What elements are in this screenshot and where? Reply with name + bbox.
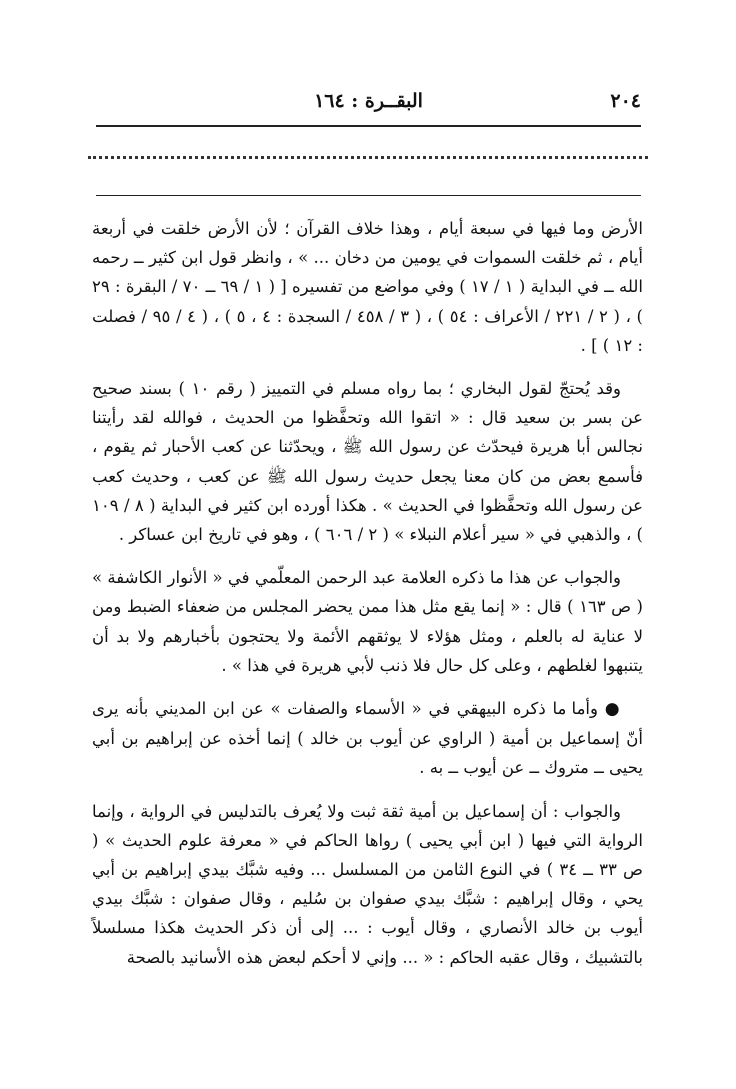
paragraph: والجواب : أن إسماعيل بن أمية ثقة ثبت ولا يُعرف بالتدليس في الرواية ، وإنما الرواية التي فيها ( ابن أبي يحيى ) رواها الحاكم في « معرفة علوم الحديث » ( ص ٣٣ ــ ٣٤ ) في النوع الثامن من المسلسل ... وفيه شبَّك بيدي إبراهيم بن أبي يحي ، وقال إبراهيم : شبَّك بيدي صفوان بن سُليم ، وقال صفوان : شبَّك بيدي أيوب بن خالد الأنصاري ، وقال أيوب : ... إلى أن ذكر الحديث هكذا مسلسلاً بالتشبيك ، وقال عقبه الحاكم : « ... وإني لا أحكم لبعض هذه الأسانيد بالصحة (92, 801, 643, 967)
page-header (96, 90, 641, 120)
bullet-icon: ● (604, 699, 621, 720)
page-number: ٢٠٤ (610, 90, 641, 112)
paragraph: الأرض وما فيها في سبعة أيام ، وهذا خلاف القرآن ؛ لأن الأرض خلقت في أربعة أيام ، ثم خلقت السموات في يومين من دخان ... » ، وانظر قول ابن كثير ــ رحمه الله ــ في البداية ( ١ / ١٧ ) وفي مواضع من تفسيره [ ( ١ / ٦٩ ــ ٧٠ / البقرة : ٢٩ ) ، ( ٢ / ٢٢١ / الأعراف : ٥٤ ) ، ( ٣ / ٤٥٨ / السجدة : ٤ ، ٥ ) ، ( ٤ / ٩٥ / فصلت : ١٢ ) ] . (92, 219, 643, 355)
paragraph-text: وأما ما ذكره البيهقي في « الأسماء والصفات » عن ابن المديني بأنه يرى أنّ إسماعيل بن أمية ( الراوي عن أيوب بن خالد ) إنما أخذه عن إبراهيم بن أبي يحيى ــ متروك ــ عن أيوب ــ به . (92, 699, 643, 778)
header-rule (96, 125, 641, 127)
surah-reference: البقــرة : ١٦٤ (314, 90, 423, 112)
dotted-separator (88, 156, 648, 159)
footnote-body (92, 214, 643, 972)
paragraph: وقد يُحتجّ لقول البخاري ؛ بما رواه مسلم في التمييز ( رقم ١٠ ) بسند صحيح عن بسر بن سعيد قال : « اتقوا الله وتحفَّظوا من الحديث ، فوالله لقد رأيتنا نجالس أبا هريرة فيحدّث عن رسول الله ﷺ ، ويحدّثنا عن كعب الأحبار ثم يقوم ، فأسمع بعض من كان معنا يجعل حديث رسول الله ﷺ عن كعب ، وحديث كعب عن رسول الله وتحفَّظوا في الحديث » . هكذا أورده ابن كثير في البداية ( ٨ / ١٠٩ ) ، والذهبي في « سير أعلام النبلاء » ( ٢ / ٦٠٦ ) ، وهو في تاريخ ابن عساكر . (92, 379, 643, 545)
paragraph (92, 694, 643, 783)
footnote-rule (96, 195, 641, 196)
paragraph: والجواب عن هذا ما ذكره العلامة عبد الرحمن المعلّمي في « الأنوار الكاشفة » ( ص ١٦٣ ) قال : « إنما يقع مثل هذا ممن يحضر المجلس من ضعفاء الضبط ومن لا عناية له بالعلم ، ومثل هؤلاء لا يوثقهم الأئمة ولا يحتجون بأخبارهم ولا بد أن يتنبهوا لغلطهم ، وعلى كل حال فلا ذنب لأبي هريرة في هذا » . (92, 568, 643, 675)
